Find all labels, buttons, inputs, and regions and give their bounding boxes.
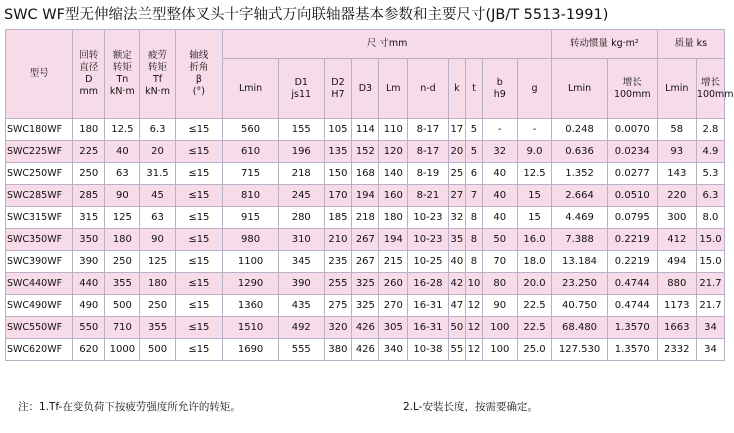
table-row [6,141,725,163]
table-cell: 0.0277 [607,163,657,185]
table-cell: 16-28 [408,273,448,295]
table-cell: 17 [448,119,466,141]
table-cell: 610 [223,141,279,163]
table-cell: 1000 [105,339,140,361]
header-mass-lmin: Lmin [657,59,696,119]
table-cell: 114 [352,119,379,141]
table-row [6,119,725,141]
table-cell: 7 [466,185,483,207]
table-cell: 25.0 [517,339,551,361]
table-cell: ≤15 [175,273,223,295]
model-cell: SWC180WF [6,119,73,141]
table-cell: 50 [448,317,466,339]
table-cell: 160 [379,185,408,207]
header-inertia-growth: 增长 100mm [607,59,657,119]
table-cell: 500 [105,295,140,317]
table-cell: 63 [140,207,175,229]
table-cell: 16.0 [517,229,551,251]
table-cell: 90 [482,295,517,317]
table-cell: 45 [140,185,175,207]
table-cell: 15.0 [696,229,724,251]
model-cell: SWC285WF [6,185,73,207]
table-cell: 12 [466,339,483,361]
table-cell: 1690 [223,339,279,361]
table-cell: 8-19 [408,163,448,185]
table-cell: 25 [448,163,466,185]
table-cell: 220 [657,185,696,207]
table-cell: 13.184 [552,251,608,273]
table-cell: 1173 [657,295,696,317]
table-cell: 305 [379,317,408,339]
header-d1: D1 js11 [279,59,325,119]
header-mass: 质量 ks [657,30,724,59]
header-lmin: Lmin [223,59,279,119]
table-cell: ≤15 [175,295,223,317]
table-cell: 32 [482,141,517,163]
table-cell: 492 [279,317,325,339]
table-cell: 4.469 [552,207,608,229]
table-cell: 16-31 [408,317,448,339]
table-cell: 20.0 [517,273,551,295]
table-cell: 8-17 [408,141,448,163]
header-b: b h9 [482,59,517,119]
header-g: g [517,59,551,119]
table-cell: 0.0510 [607,185,657,207]
table-cell: 22.5 [517,317,551,339]
table-cell: 235 [324,251,352,273]
table-cell: 180 [140,273,175,295]
table-cell: 135 [324,141,352,163]
header-d3: D3 [352,59,379,119]
table-cell: 390 [279,273,325,295]
table-row [6,295,725,317]
table-cell: 58 [657,119,696,141]
table-cell: 42 [448,273,466,295]
table-cell: 10 [466,273,483,295]
header-fatigue-torque: 疲劳 转矩 Tf kN·m [140,30,175,119]
table-cell: - [517,119,551,141]
table-cell: 7.388 [552,229,608,251]
table-cell: 8 [466,229,483,251]
table-cell: 127.530 [552,339,608,361]
table-cell: 5.3 [696,163,724,185]
table-row [6,317,725,339]
table-cell: 15 [517,207,551,229]
table-cell: 196 [279,141,325,163]
table-cell: 218 [352,207,379,229]
header-t: t [466,59,483,119]
table-cell: 715 [223,163,279,185]
header-rotation-diameter: 回转 直径 D mm [73,30,105,119]
table-cell: 12.5 [105,119,140,141]
table-cell: 55 [448,339,466,361]
table-cell: 63 [105,163,140,185]
table-cell: - [482,119,517,141]
table-cell: 40 [105,141,140,163]
table-cell: 155 [279,119,325,141]
table-cell: 12 [466,317,483,339]
table-row [6,251,725,273]
table-cell: 340 [379,339,408,361]
table-cell: 150 [324,163,352,185]
table-cell: 0.4744 [607,273,657,295]
table-cell: 225 [73,141,105,163]
table-cell: 215 [379,251,408,273]
table-cell: 315 [73,207,105,229]
table-cell: 16-31 [408,295,448,317]
table-cell: 210 [324,229,352,251]
model-cell: SWC350WF [6,229,73,251]
table-cell: 1663 [657,317,696,339]
table-cell: 1510 [223,317,279,339]
header-inertia-lmin: Lmin [552,59,608,119]
table-cell: 325 [352,295,379,317]
table-cell: 0.2219 [607,251,657,273]
table-cell: 0.0795 [607,207,657,229]
header-axis-angle: 轴线 折角 β (°) [175,30,223,119]
table-cell: 275 [324,295,352,317]
table-cell: 12.5 [517,163,551,185]
model-cell: SWC225WF [6,141,73,163]
table-cell: 980 [223,229,279,251]
table-cell: 620 [73,339,105,361]
table-cell: ≤15 [175,185,223,207]
table-row [6,339,725,361]
table-cell: 8-21 [408,185,448,207]
table-cell: ≤15 [175,229,223,251]
table-cell: 412 [657,229,696,251]
model-cell: SWC440WF [6,273,73,295]
notes [18,398,718,416]
table-cell: 40 [482,163,517,185]
table-cell: 355 [105,273,140,295]
table-cell: 47 [448,295,466,317]
table-cell: 350 [73,229,105,251]
table-cell: 180 [73,119,105,141]
model-cell: SWC620WF [6,339,73,361]
table-cell: 40.750 [552,295,608,317]
table-cell: 152 [352,141,379,163]
table-cell: 21.7 [696,273,724,295]
table-cell: 5 [466,141,483,163]
table-cell: 255 [324,273,352,295]
table-row [6,163,725,185]
table-cell: 0.0070 [607,119,657,141]
table-cell: 32 [448,207,466,229]
table-cell: 12 [466,295,483,317]
table-cell: 218 [279,163,325,185]
table-cell: 380 [324,339,352,361]
header-mass-growth: 增长 100mm [696,59,724,119]
table-cell: 93 [657,141,696,163]
table-cell: 1.352 [552,163,608,185]
header-inertia: 转动惯量 kg·m² [552,30,658,59]
header-k: k [448,59,466,119]
table-cell: 70 [482,251,517,273]
table-cell: 21.7 [696,295,724,317]
table-cell: 325 [352,273,379,295]
page-title: SWC WF型无伸缩法兰型整体叉头十字轴式万向联轴器基本参数和主要尺寸(JB/T 5513-1991) [4,7,609,23]
header-d2: D2 H7 [324,59,352,119]
table-cell: 20 [448,141,466,163]
table-cell: 490 [73,295,105,317]
table-cell: 6.3 [696,185,724,207]
table-cell: 15.0 [696,251,724,273]
table-cell: 100 [482,339,517,361]
table-cell: 90 [105,185,140,207]
table-cell: 34 [696,339,724,361]
table-cell: 494 [657,251,696,273]
table-cell: 560 [223,119,279,141]
table-cell: 2.8 [696,119,724,141]
table-cell: 143 [657,163,696,185]
header-n-d: n-d [408,59,448,119]
table-cell: 100 [482,317,517,339]
table-cell: 250 [140,295,175,317]
table-cell: 320 [324,317,352,339]
table-cell: 435 [279,295,325,317]
table-cell: 180 [105,229,140,251]
table-cell: 355 [140,317,175,339]
table-cell: 40 [482,185,517,207]
table-cell: 555 [279,339,325,361]
table-cell: 0.4744 [607,295,657,317]
table-cell: 4.9 [696,141,724,163]
model-cell: SWC550WF [6,317,73,339]
table-cell: 8 [466,251,483,273]
table-cell: 310 [279,229,325,251]
table-row [6,229,725,251]
table-cell: 125 [140,251,175,273]
table-cell: 10-25 [408,251,448,273]
table-body [6,119,725,361]
table-cell: 440 [73,273,105,295]
table-cell: 185 [324,207,352,229]
table-cell: 550 [73,317,105,339]
table-cell: 915 [223,207,279,229]
table-cell: 267 [352,251,379,273]
table-cell: 35 [448,229,466,251]
table-cell: 426 [352,317,379,339]
table-cell: ≤15 [175,207,223,229]
table-cell: 194 [379,229,408,251]
table-cell: 8-17 [408,119,448,141]
table-cell: ≤15 [175,119,223,141]
table-cell: 10-23 [408,229,448,251]
table-cell: 110 [379,119,408,141]
table-cell: 267 [352,229,379,251]
table-cell: 31.5 [140,163,175,185]
table-cell: 194 [352,185,379,207]
table-cell: 390 [73,251,105,273]
table-row [6,207,725,229]
table-cell: 710 [105,317,140,339]
table-cell: 2332 [657,339,696,361]
table-cell: 280 [279,207,325,229]
table-cell: 880 [657,273,696,295]
table-cell: 180 [379,207,408,229]
table-cell: 140 [379,163,408,185]
table-cell: 6 [466,163,483,185]
table-cell: 18.0 [517,251,551,273]
table-cell: 250 [105,251,140,273]
table-cell: 1290 [223,273,279,295]
table-cell: 20 [140,141,175,163]
table-cell: 270 [379,295,408,317]
table-cell: 22.5 [517,295,551,317]
table-cell: 8.0 [696,207,724,229]
table-cell: 15 [517,185,551,207]
table-cell: 8 [466,207,483,229]
table-cell: 1360 [223,295,279,317]
table-cell: 10-23 [408,207,448,229]
table-row [6,273,725,295]
table-cell: 245 [279,185,325,207]
table-cell: 1.3570 [607,339,657,361]
table-cell: 40 [482,207,517,229]
table-cell: 168 [352,163,379,185]
header-dimensions: 尺 寸mm [223,30,552,59]
table-cell: 40 [448,251,466,273]
table-cell: 125 [105,207,140,229]
table-cell: 0.2219 [607,229,657,251]
header-model: 型号 [6,30,73,119]
table-cell: 5 [466,119,483,141]
table-cell: 285 [73,185,105,207]
parameter-table [5,29,734,361]
table-cell: 500 [140,339,175,361]
table-cell: 300 [657,207,696,229]
note-fatigue-torque: 注：1.Tf-在变负荷下按疲劳强度所允许的转矩。 [18,401,241,413]
table-cell: 1100 [223,251,279,273]
table-cell: 810 [223,185,279,207]
table-cell: 345 [279,251,325,273]
table-cell: ≤15 [175,141,223,163]
table-cell: ≤15 [175,339,223,361]
table-cell: ≤15 [175,251,223,273]
header-rated-torque: 额定 转矩 Tn kN·m [105,30,140,119]
model-cell: SWC490WF [6,295,73,317]
model-cell: SWC315WF [6,207,73,229]
table-cell: 2.664 [552,185,608,207]
table-cell: 50 [482,229,517,251]
table-cell: 0.248 [552,119,608,141]
table-cell: 0.636 [552,141,608,163]
note-install-length: 2.L-安装长度，按需要确定。 [403,401,538,413]
table-cell: 170 [324,185,352,207]
table-cell: 6.3 [140,119,175,141]
model-cell: SWC250WF [6,163,73,185]
table-cell: 0.0234 [607,141,657,163]
table-cell: 105 [324,119,352,141]
table-cell: 9.0 [517,141,551,163]
model-cell: SWC390WF [6,251,73,273]
table-cell: 10-38 [408,339,448,361]
table-cell: ≤15 [175,163,223,185]
table-cell: 260 [379,273,408,295]
table-cell: 120 [379,141,408,163]
table-cell: 34 [696,317,724,339]
table-cell: 23.250 [552,273,608,295]
table-cell: 68.480 [552,317,608,339]
table-cell: 1.3570 [607,317,657,339]
table-cell: 80 [482,273,517,295]
table-cell: 250 [73,163,105,185]
table-cell: 426 [352,339,379,361]
table-cell: 90 [140,229,175,251]
header-lm: Lm [379,59,408,119]
table-row [6,185,725,207]
table-cell: ≤15 [175,317,223,339]
table-cell: 27 [448,185,466,207]
